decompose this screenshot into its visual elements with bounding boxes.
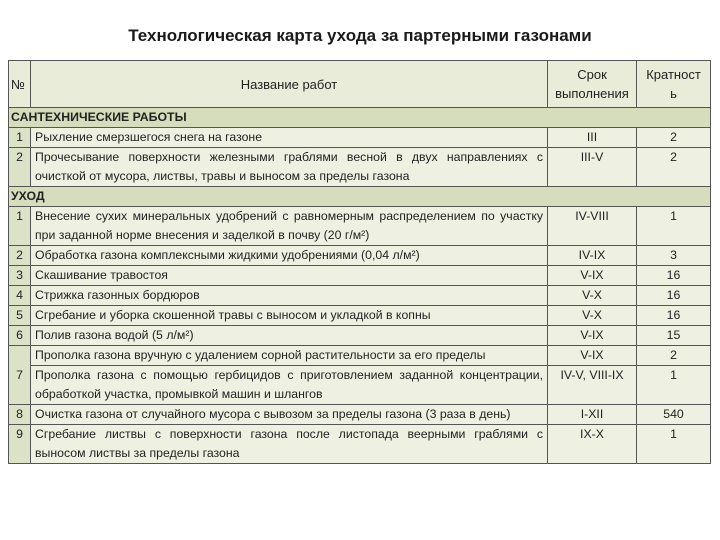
row-name: Полив газона водой (5 л/м²) bbox=[31, 326, 548, 346]
header-term: Срок выполнения bbox=[548, 61, 637, 108]
row-freq: 2 bbox=[637, 148, 711, 187]
table-row bbox=[9, 306, 711, 326]
header-name: Название работ bbox=[31, 61, 548, 108]
care-table bbox=[8, 60, 711, 464]
row-term: IV-VIII bbox=[548, 207, 637, 246]
section-title: УХОД bbox=[9, 187, 711, 207]
row-num: 9 bbox=[9, 425, 31, 464]
table-row bbox=[9, 366, 711, 405]
row-term: V-IX bbox=[548, 346, 637, 366]
row-num: 7 bbox=[9, 346, 31, 405]
table-row bbox=[9, 326, 711, 346]
row-term: V-X bbox=[548, 286, 637, 306]
table-row bbox=[9, 128, 711, 148]
table-row bbox=[9, 286, 711, 306]
header-row bbox=[9, 61, 711, 108]
table-row bbox=[9, 405, 711, 425]
row-num: 4 bbox=[9, 286, 31, 306]
row-name: Стрижка газонных бордюров bbox=[31, 286, 548, 306]
row-freq: 1 bbox=[637, 366, 711, 405]
table-row bbox=[9, 207, 711, 246]
row-name: Прополка газона вручную с удалением сорной растительности за его пределы bbox=[31, 346, 548, 366]
row-freq: 540 bbox=[637, 405, 711, 425]
row-term: IX-X bbox=[548, 425, 637, 464]
row-term: V-IX bbox=[548, 326, 637, 346]
row-term: III-V bbox=[548, 148, 637, 187]
row-freq: 1 bbox=[637, 425, 711, 464]
table-row bbox=[9, 246, 711, 266]
row-freq: 2 bbox=[637, 346, 711, 366]
header-num: № bbox=[9, 61, 31, 108]
row-term: I-XII bbox=[548, 405, 637, 425]
row-name: Внесение сухих минеральных удобрений с равномерным распределением по участку при заданной норме внесения и заделкой в почву (20 г/м²) bbox=[31, 207, 548, 246]
row-num: 1 bbox=[9, 128, 31, 148]
row-freq: 16 bbox=[637, 306, 711, 326]
row-name: Сгребание листвы с поверхности газона после листопада веерными граблями с выносом листвы за пределы газона bbox=[31, 425, 548, 464]
row-term: IV-IX bbox=[548, 246, 637, 266]
row-term: V-IX bbox=[548, 266, 637, 286]
row-num: 2 bbox=[9, 148, 31, 187]
page-title: Технологическая карта ухода за партерными газонами bbox=[128, 26, 592, 45]
row-name: Обработка газона комплексными жидкими удобрениями (0,04 л/м²) bbox=[31, 246, 548, 266]
row-num: 1 bbox=[9, 207, 31, 246]
section-row bbox=[9, 108, 711, 128]
row-num: 3 bbox=[9, 266, 31, 286]
row-term: IV-V, VIII-IX bbox=[548, 366, 637, 405]
row-term: III bbox=[548, 128, 637, 148]
row-name: Очистка газона от случайного мусора с вывозом за пределы газона (3 раза в день) bbox=[31, 405, 548, 425]
row-freq: 2 bbox=[637, 128, 711, 148]
row-name: Рыхление смерзшегося снега на газоне bbox=[31, 128, 548, 148]
table-row bbox=[9, 425, 711, 464]
header-freq: Кратность bbox=[637, 61, 711, 108]
row-name: Сгребание и уборка скошенной травы с выносом и укладкой в копны bbox=[31, 306, 548, 326]
table-row bbox=[9, 266, 711, 286]
row-num: 2 bbox=[9, 246, 31, 266]
row-freq: 16 bbox=[637, 266, 711, 286]
row-name: Скашивание травостоя bbox=[31, 266, 548, 286]
row-freq: 1 bbox=[637, 207, 711, 246]
row-num: 6 bbox=[9, 326, 31, 346]
row-num: 8 bbox=[9, 405, 31, 425]
section-row bbox=[9, 187, 711, 207]
table-row bbox=[9, 346, 711, 366]
row-freq: 15 bbox=[637, 326, 711, 346]
table-row bbox=[9, 148, 711, 187]
row-num: 5 bbox=[9, 306, 31, 326]
row-term: V-X bbox=[548, 306, 637, 326]
section-title: САНТЕХНИЧЕСКИЕ РАБОТЫ bbox=[9, 108, 711, 128]
row-freq: 16 bbox=[637, 286, 711, 306]
row-name: Прополка газона с помощью гербицидов с приготовлением заданной концентрации, обработкой участка, промывкой машин и шлангов bbox=[31, 366, 548, 405]
row-freq: 3 bbox=[637, 246, 711, 266]
row-name: Прочесывание поверхности железными граблями весной в двух направлениях с очисткой от мусора, листвы, травы и выносом за пределы газона bbox=[31, 148, 548, 187]
